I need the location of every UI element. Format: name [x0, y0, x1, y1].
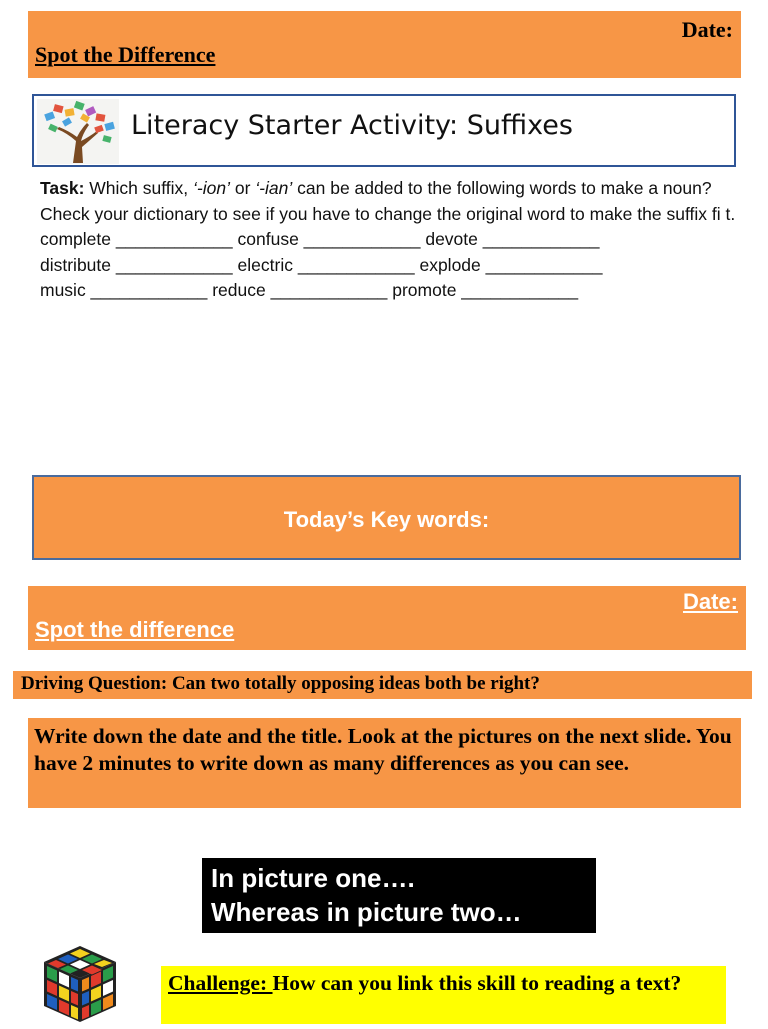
word-row: music ____________ reduce ____________ promote ____________ [40, 280, 579, 300]
task-line-2: Check your dictionary to see if you have to change the original word to make the suffix fi t. [40, 203, 736, 224]
suffix-ian: ‘-ian’ [255, 178, 293, 198]
header-banner-2 [28, 586, 746, 650]
date-label-2: Date: [682, 589, 738, 614]
challenge-box [161, 966, 726, 1024]
driving-question: Driving Question: Can two totally opposing ideas both be right? [13, 671, 752, 699]
task-label: Task: [40, 178, 85, 198]
task-line-1 [40, 176, 740, 202]
date-label: Date: [681, 17, 733, 42]
suffix-ion: ‘-ion’ [193, 178, 230, 198]
rubiks-cube-icon [40, 942, 120, 1024]
key-words-label: Today’s Key words: [283, 507, 490, 532]
page-title: Spot the Difference [35, 42, 216, 67]
task-text-c: can be added to the following words to make a noun? [292, 178, 712, 198]
word-row: distribute ____________ electric ____________ explode ____________ [40, 254, 603, 275]
task-instructions [40, 176, 740, 304]
activity-title-box [32, 94, 736, 167]
instructions-box: Write down the date and the title. Look at the pictures on the next slide. You have 2 minutes to write down as many differences as you can see. [28, 718, 741, 808]
key-words-box [32, 475, 741, 560]
challenge-label: Challenge: [168, 971, 273, 995]
challenge-text: How can you link this skill to reading a text? [272, 971, 682, 995]
sentence-starter-1: In picture one…. [211, 863, 415, 893]
word-row: complete ____________ confuse ____________ devote ____________ [40, 229, 600, 249]
book-tree-icon [37, 99, 119, 164]
sentence-starter-2: Whereas in picture two… [211, 897, 522, 927]
header-banner [28, 11, 741, 78]
task-text-b: or [230, 178, 256, 198]
section-title: Spot the difference [35, 617, 235, 642]
task-text-a: Which suffix, [84, 178, 194, 198]
activity-title: Literacy Starter Activity: Suffixes [131, 110, 573, 141]
sentence-starters-box [202, 858, 596, 933]
